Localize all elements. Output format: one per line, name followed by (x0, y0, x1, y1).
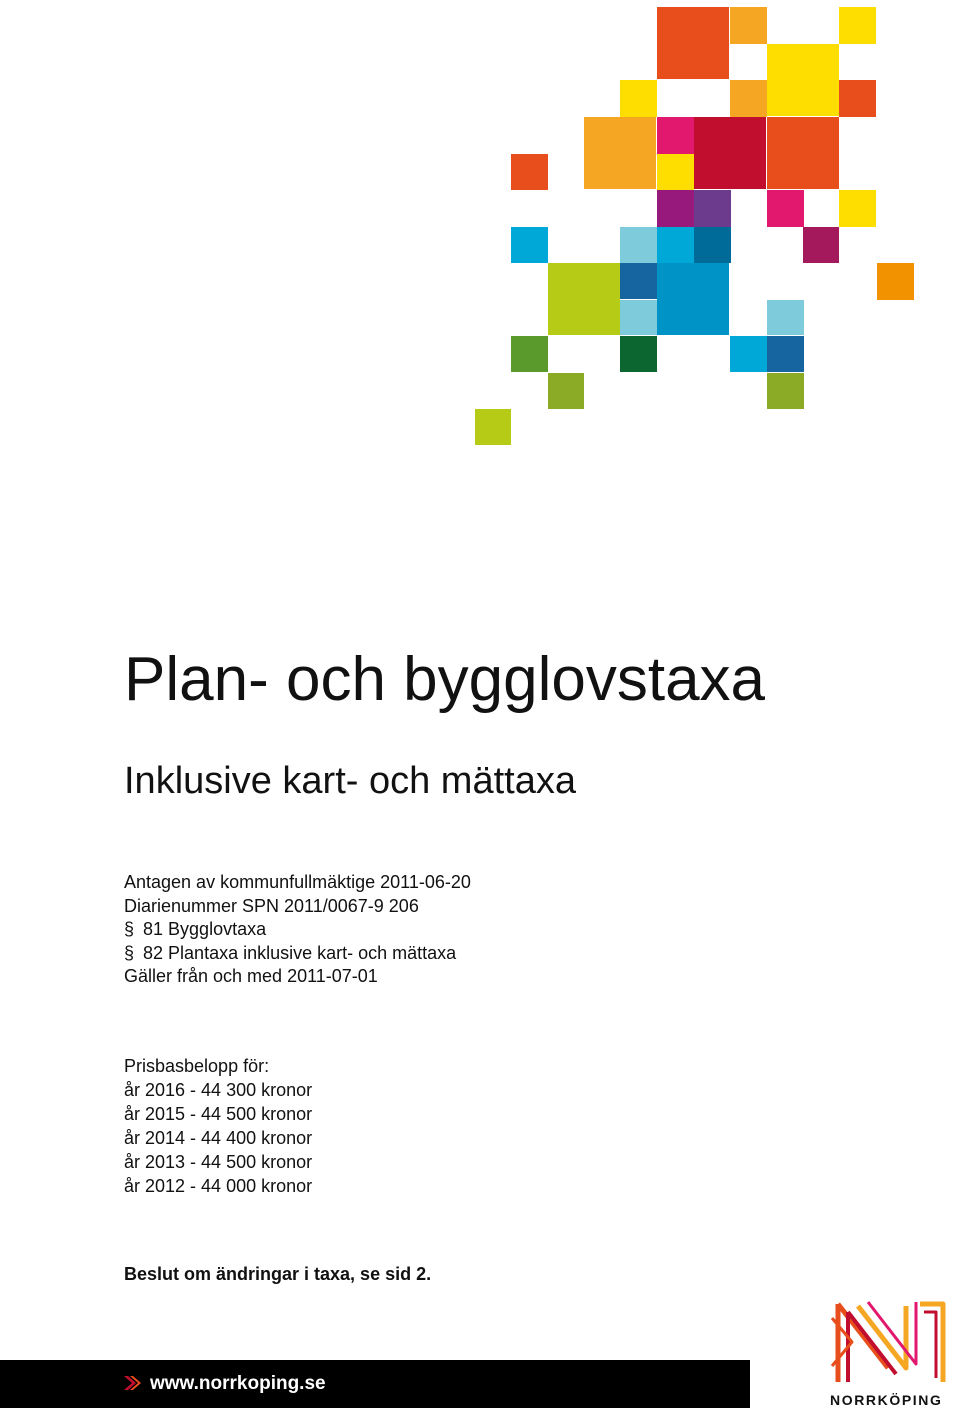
decorative-square-mosaic (0, 0, 960, 460)
mosaic-square (620, 263, 657, 299)
price-base-list (124, 1054, 312, 1198)
mosaic-square (584, 117, 656, 189)
mosaic-square (657, 7, 729, 79)
section-symbol: § (124, 919, 135, 939)
mosaic-square (803, 227, 839, 263)
mosaic-square (767, 373, 804, 409)
mosaic-square (620, 300, 657, 335)
mosaic-square (657, 263, 729, 335)
footer-bar (0, 1360, 750, 1408)
mosaic-square (730, 7, 767, 44)
diary-number-line: Diarienummer SPN 2011/0067-9 206 (124, 895, 419, 916)
mosaic-square (657, 190, 694, 227)
document-metadata (124, 871, 471, 989)
mosaic-square (548, 373, 584, 409)
mosaic-square (657, 117, 694, 154)
norrkoping-logo-icon (828, 1298, 948, 1388)
mosaic-square (767, 190, 804, 227)
mosaic-square (511, 336, 548, 372)
price-base-item: år 2015 - 44 500 kronor (124, 1104, 313, 1124)
website-link[interactable]: www.norrkoping.se (150, 1373, 326, 1394)
mosaic-square (620, 336, 657, 372)
adoption-line: Antagen av kommunfullmäktige 2011-06-20 (124, 872, 471, 892)
valid-from-line: Gäller från och med 2011-07-01 (124, 966, 378, 986)
mosaic-square (548, 263, 620, 335)
price-base-item: år 2014 - 44 400 kronor (124, 1128, 313, 1148)
mosaic-square (839, 7, 876, 44)
mosaic-square (730, 80, 767, 117)
document-subtitle: Inklusive kart- och mättaxa (124, 760, 576, 802)
price-base-item: år 2012 - 44 000 kronor (124, 1176, 313, 1196)
mosaic-square (475, 409, 511, 445)
logo-wordmark: NORRKÖPING (830, 1392, 943, 1408)
price-base-heading: Prisbasbelopp för: (124, 1056, 270, 1076)
mosaic-square (767, 336, 804, 372)
change-note: Beslut om ändringar i taxa, se sid 2. (124, 1264, 432, 1284)
mosaic-square (839, 80, 876, 117)
mosaic-square (839, 190, 876, 227)
mosaic-square (877, 263, 914, 300)
mosaic-square (620, 80, 657, 117)
arrow-right-icon (122, 1372, 142, 1394)
mosaic-square (767, 300, 804, 335)
mosaic-square (620, 227, 657, 263)
section-82-line (124, 942, 471, 966)
mosaic-square (730, 336, 767, 372)
mosaic-square (657, 154, 694, 190)
mosaic-square (694, 117, 766, 189)
mosaic-square (511, 154, 548, 190)
price-base-item: år 2016 - 44 300 kronor (124, 1080, 313, 1100)
mosaic-square (657, 227, 694, 263)
section-81-text: 81 Bygglovtaxa (143, 919, 267, 939)
mosaic-square (694, 227, 731, 263)
document-title: Plan- och bygglovstaxa (124, 645, 766, 714)
mosaic-square (767, 44, 839, 116)
mosaic-square (694, 190, 731, 227)
section-82-text: 82 Plantaxa inklusive kart- och mättaxa (143, 942, 457, 963)
section-symbol: § (124, 942, 135, 963)
mosaic-square (767, 117, 839, 189)
mosaic-square (511, 227, 548, 263)
section-81-line (124, 918, 471, 942)
price-base-item: år 2013 - 44 500 kronor (124, 1152, 313, 1172)
